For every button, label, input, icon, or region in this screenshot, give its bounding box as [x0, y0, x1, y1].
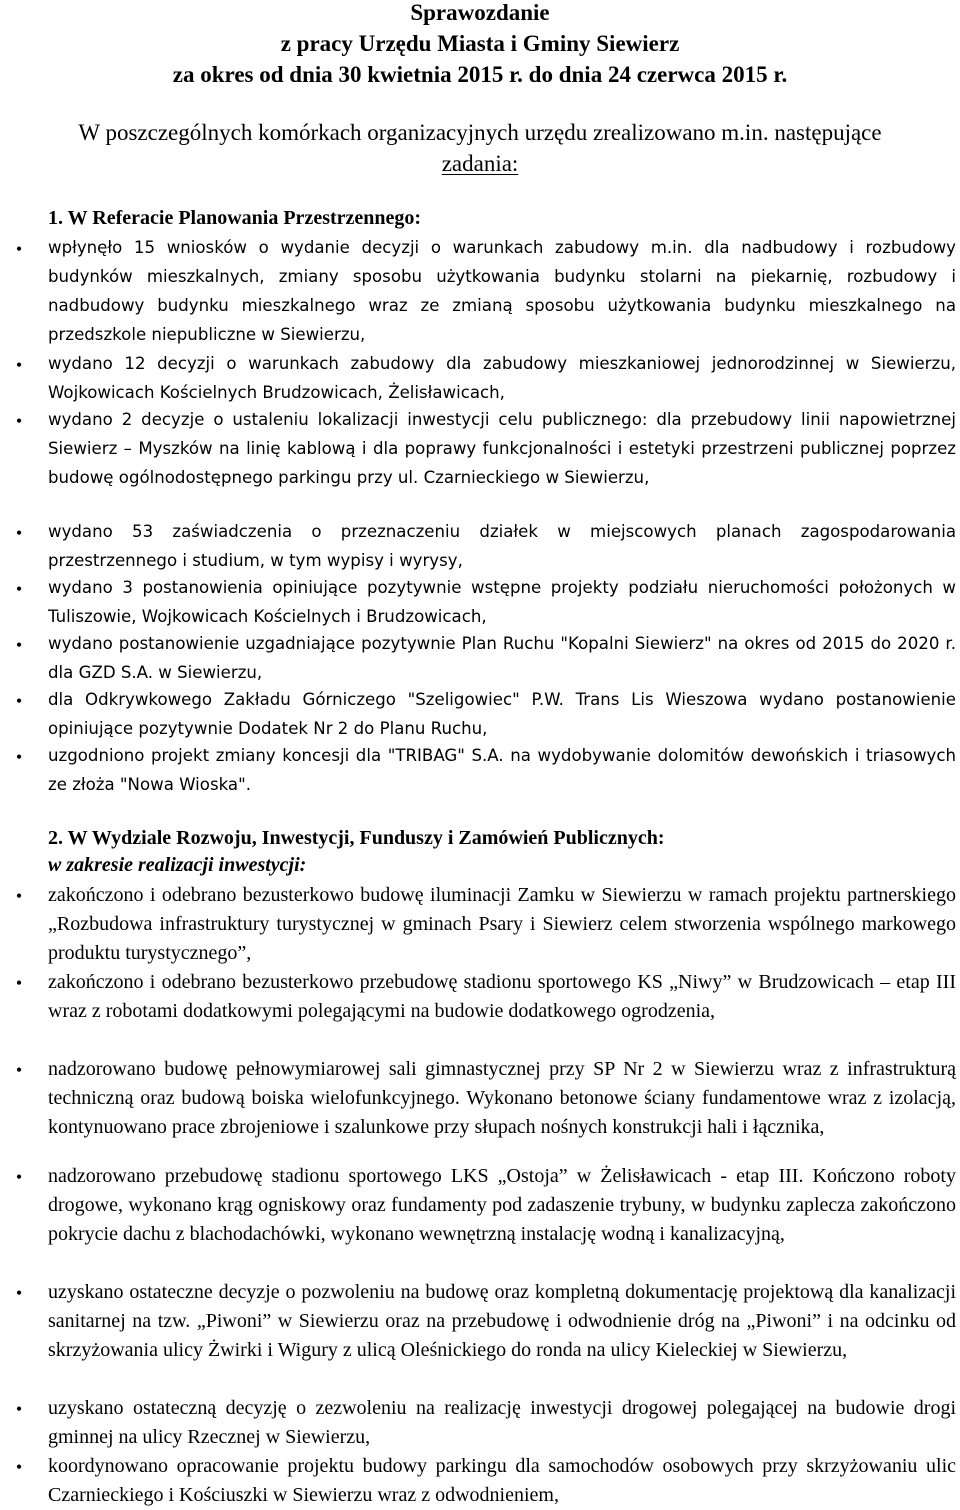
list-item-text: wydano 2 decyzje o ustaleniu lokalizacji inwestycji celu publicznego: dla przebudowy linii napowietrznej Siewierz – Myszków na linię kablową i dla poprawy funkcjonalności i estetyki przestrzeni publicznej poprzez budowę ogólnodostępnego parkingu przy ul. Czarnieckiego w Siewierzu,: [48, 410, 956, 487]
report-period: za okres od dnia 30 kwietnia 2015 r. do dnia 24 czerwca 2015 r.: [172, 62, 788, 87]
bullet-icon: [14, 1172, 24, 1182]
list-item-text: uzyskano ostateczne decyzje o pozwoleniu na budowę oraz kompletną dokumentację projektową dla kanalizacji sanitarnej na tzw. „Piwoni” w Siewierzu oraz na przebudowę i odwodnienie dróg na „Piwoni” i na odcinku od skrzyżowania ulicy Żwirki i Wigury z ulicą Oleśnickiego do ronda na ulicy Kieleckiej w Siewierzu,: [48, 1281, 956, 1361]
bullet-icon: [14, 891, 24, 901]
bullet-icon: [14, 244, 24, 254]
list-item-text: wydano postanowienie uzgadniające pozytywnie Plan Ruchu "Kopalni Siewierz" na okres od 2015 do 2020 r. dla GZD S.A. w Siewierzu,: [48, 634, 956, 682]
list-item-text: wydano 12 decyzji o warunkach zabudowy dla zabudowy mieszkaniowej jednorodzinnej w Siewierzu, Wojkowicach Kościelnych Brudzowicach, Żelisławicach,: [48, 354, 956, 402]
report-title: Sprawozdanie: [410, 0, 550, 25]
section-2-subheading: w zakresie realizacji inwestycji:: [48, 854, 307, 876]
list-item-text: wydano 53 zaświadczenia o przeznaczeniu działek w miejscowych planach zagospodarowania przestrzennego i studium, w tym wypisy i wyrysy,: [48, 522, 956, 570]
bullet-icon: [14, 1288, 24, 1298]
list-item-text: zakończono i odebrano bezusterkowo przebudowę stadionu sportowego KS „Niwy” w Brudzowicach – etap III wraz z robotami dodatkowymi polegającymi na budowie dodatkowego ogrodzenia,: [48, 971, 956, 1022]
bullet-icon: [14, 978, 24, 988]
list-item-text: wpłynęło 15 wniosków o wydanie decyzji o warunkach zabudowy m.in. dla nadbudowy i rozbudowy budynków mieszkalnych, zmiany sposobu użytkowania budynku stolarni na piekarnię, rozbudowy i nadbudowy budynku mieszkalnego wraz ze zmianą sposobu użytkowania budynku mieszkalnego na przedszkole niepubliczne w Siewierzu,: [48, 238, 956, 344]
bullet-icon: [14, 640, 24, 650]
bullet-icon: [14, 584, 24, 594]
bullet-icon: [14, 528, 24, 538]
list-item-text: uzyskano ostateczną decyzję o zezwoleniu na realizację inwestycji drogowej polegającej na budowie drogi gminnej na ulicy Rzecznej w Siewierzu,: [48, 1397, 956, 1448]
section-1-heading: 1. W Referacie Planowania Przestrzennego:: [48, 207, 422, 229]
bullet-icon: [14, 1065, 24, 1075]
bullet-icon: [14, 416, 24, 426]
section-2-heading: 2. W Wydziale Rozwoju, Inwestycji, Funduszy i Zamówień Publicznych:: [48, 827, 665, 849]
bullet-icon: [14, 1404, 24, 1414]
list-item-text: wydano 3 postanowienia opiniujące pozytywnie wstępne projekty podziału nieruchomości położonych w Tuliszowie, Wojkowicach Kościelnych i Brudzowicach,: [48, 578, 956, 626]
list-item-text: koordynowano opracowanie projektu budowy parkingu dla samochodów osobowych przy skrzyżowaniu ulic Czarnieckiego i Kościuszki w Siewierzu wraz z odwodnieniem,: [48, 1455, 956, 1506]
list-item-text: zakończono i odebrano bezusterkowo budowę iluminacji Zamku w Siewierzu w ramach projektu partnerskiego „Rozbudowa infrastruktury turystycznej w gminach Psary i Siewierz celem stworzenia wspólnego markowego produktu turystycznego”,: [48, 884, 956, 964]
bullet-icon: [14, 752, 24, 762]
list-item-text: dla Odkrywkowego Zakładu Górniczego "Szeligowiec" P.W. Trans Lis Wieszowa wydano postanowienie opiniujące pozytywnie Dodatek Nr 2 do Planu Ruchu,: [48, 690, 956, 738]
bullet-icon: [14, 696, 24, 706]
intro-line-1: W poszczególnych komórkach organizacyjnych urzędu zrealizowano m.in. następujące: [78, 120, 882, 145]
list-item-text: nadzorowano przebudowę stadionu sportowego LKS „Ostoja” w Żelisławicach - etap III. Kończono roboty drogowe, wykonano krąg ogniskowy oraz fundamenty pod zadaszenie trybuny, w budynku zaplecza zakończono pokrycie dachu z blachodachówki, wykonano wewnętrzną instalację wodną i kanalizacyjną,: [48, 1165, 956, 1245]
bullet-icon: [14, 360, 24, 370]
list-item-text: uzgodniono projekt zmiany koncesji dla "TRIBAG" S.A. na wydobywanie dolomitów dewońskich i triasowych ze złoża "Nowa Wioska".: [48, 746, 956, 794]
report-subtitle: z pracy Urzędu Miasta i Gminy Siewierz: [280, 31, 680, 56]
intro-line-2: zadania:: [441, 151, 519, 176]
list-item-text: nadzorowano budowę pełnowymiarowej sali gimnastycznej przy SP Nr 2 w Siewierzu wraz z infrastrukturą techniczną oraz budową boiska wielofunkcyjnego. Wykonano betonowe ściany fundamentowe wraz z izolacją, kontynuowano prace zbrojeniowe i szalunkowe przy słupach nośnych konstrukcji hali i łącznika,: [48, 1058, 956, 1138]
bullet-icon: [14, 1462, 24, 1472]
